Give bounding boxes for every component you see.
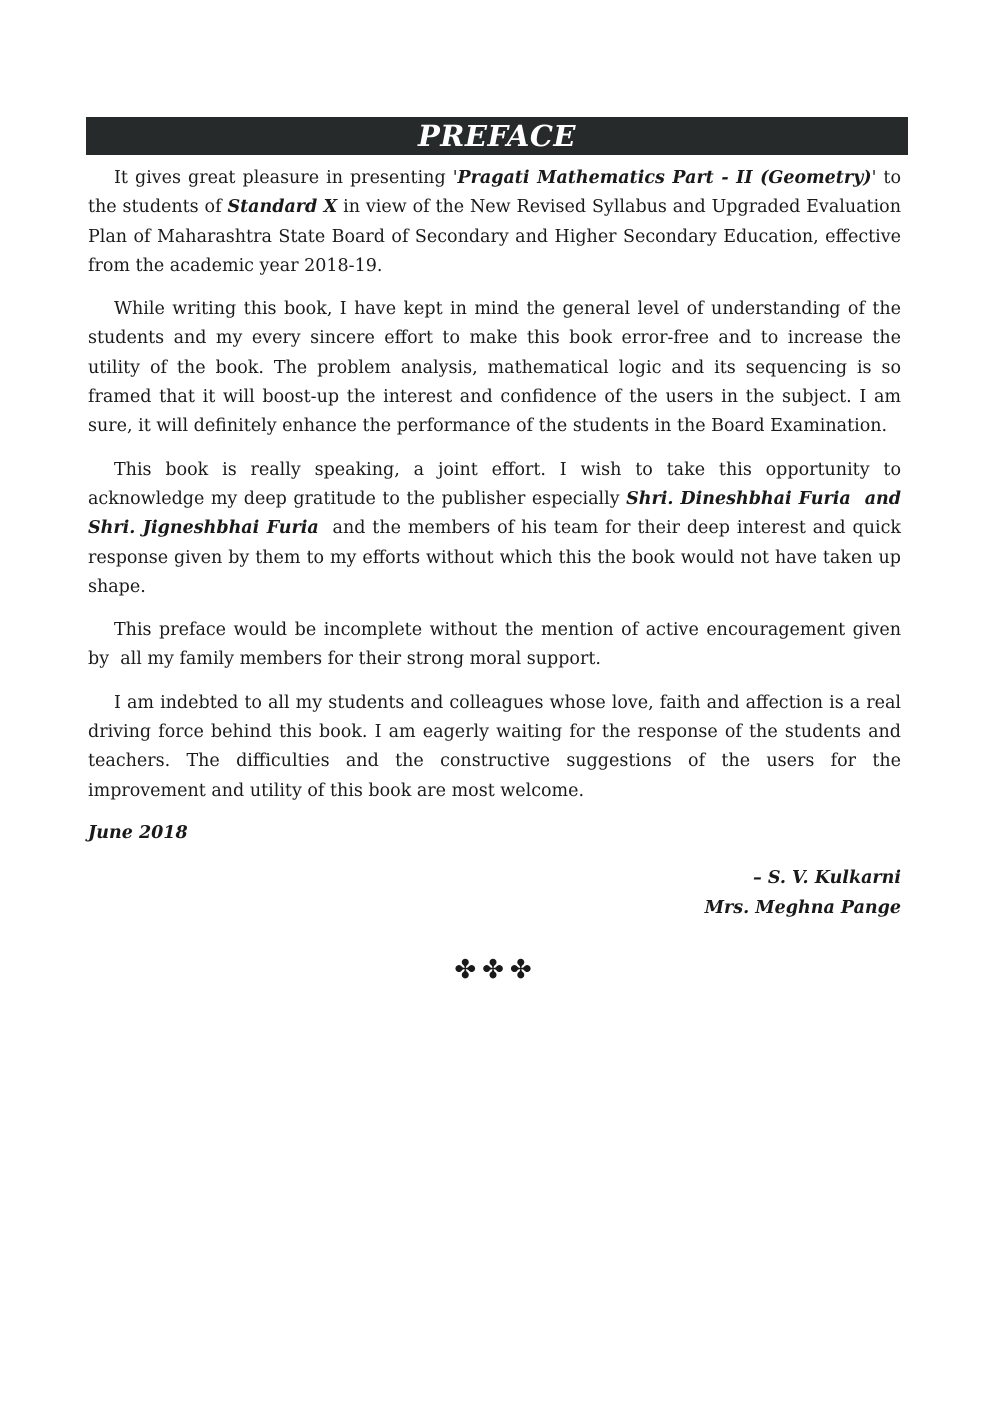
publisher-names: Shri. Dineshbhai Furia and Shri. Jigneshbhai Furia	[88, 488, 908, 539]
end-ornament-icon: ✤✤✤	[454, 955, 538, 985]
preface-body	[88, 164, 908, 820]
author-1: – S. V. Kulkarni	[753, 868, 901, 888]
page-title: PREFACE	[417, 118, 577, 153]
author-signature	[705, 864, 901, 923]
paragraph-1-text-3: in view of the New Revised Syllabus and Upgraded Evaluation Plan of Maharashtra State Board of Secondary and Higher Secondary Education, effective from the academic year 2018-19.	[88, 197, 901, 276]
paragraph-3	[88, 456, 908, 602]
paragraph-1-text-1: It gives great pleasure in presenting '	[114, 168, 458, 188]
paragraph-5: I am indebted to all my students and colleagues whose love, faith and affection is a real driving force behind this book. I am eagerly waiting for the response of the students and teachers. The difficulties and the constructive suggestions of the users for the improvement and utility of this book are most welcome.	[88, 692, 901, 801]
paragraph-3-text-1: This book is really speaking, a joint effort. I wish to take this opportunity to acknowledge my deep gratitude to the publisher especially	[88, 459, 901, 509]
author-2: Mrs. Meghna Pange	[704, 897, 901, 918]
paragraph-1	[88, 164, 901, 281]
paragraph-2: While writing this book, I have kept in mind the general level of understanding of the students and my every sincere effort to make this book error-free and to increase the utility of the book. The problem analysis, mathematical logic and its sequencing is so framed that it will boost-up the interest and confidence of the users in the subject. I am sure, it will definitely enhance the performance of the students in the Board Examination.	[88, 299, 901, 437]
title-bar	[86, 117, 908, 155]
paragraph-1-text-2: ' to the students of	[88, 168, 901, 218]
paragraph-4: This preface would be incomplete without the mention of active encouragement given by all my family members for their strong moral support.	[88, 620, 907, 670]
paragraph-3-text-2: and the members of his team for their deep interest and quick response given by them to my efforts without which this the book would not have taken up shape.	[88, 518, 907, 597]
standard-name: Standard X	[227, 197, 338, 218]
preface-date: June 2018	[88, 823, 188, 843]
book-title: Pragati Mathematics Part - II (Geometry)	[457, 168, 872, 188]
